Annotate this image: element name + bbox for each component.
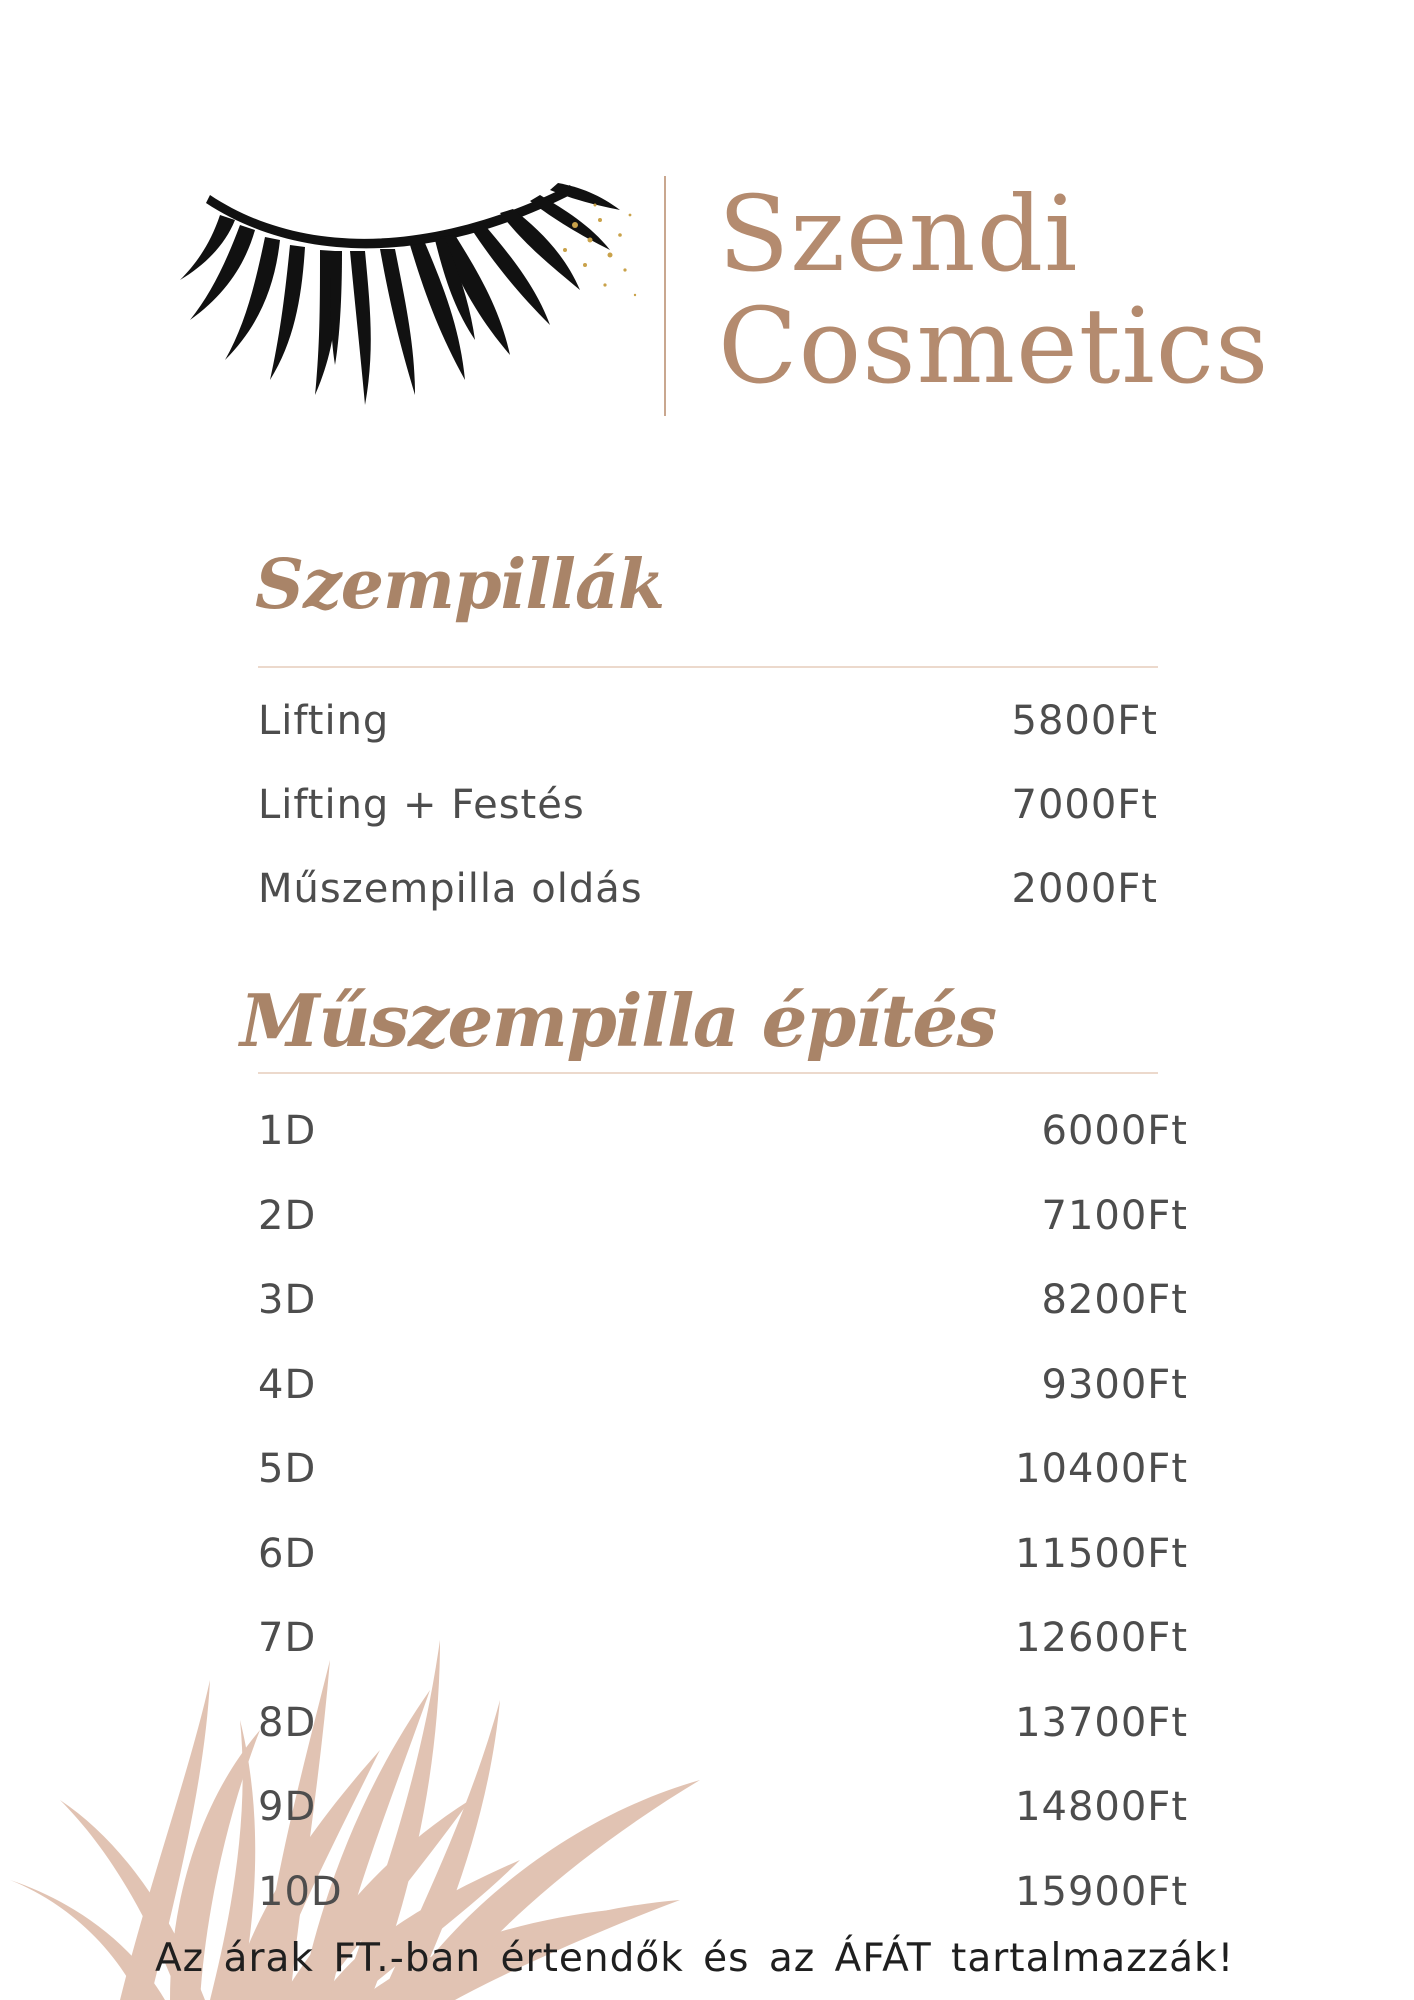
service-price: 9300Ft xyxy=(1041,1361,1188,1408)
service-name: 9D xyxy=(258,1784,317,1830)
price-row xyxy=(258,1187,1188,1272)
service-name: 7D xyxy=(258,1615,317,1661)
logo-divider xyxy=(664,176,666,416)
price-row xyxy=(258,1356,1188,1441)
service-price: 15900Ft xyxy=(1015,1868,1188,1915)
brand-line-2: Cosmetics xyxy=(718,285,1270,407)
service-price: 13700Ft xyxy=(1015,1699,1188,1746)
service-name: 2D xyxy=(258,1192,317,1239)
service-price: 11500Ft xyxy=(1015,1530,1188,1577)
price-row xyxy=(258,1778,1188,1863)
price-list-extensions xyxy=(258,1102,1188,1947)
footer-note: Az árak FT.-ban értendők és az ÁFÁT tartalmazzák! xyxy=(155,1936,1235,1981)
price-row xyxy=(258,1271,1188,1356)
price-row xyxy=(258,1525,1188,1610)
price-row xyxy=(258,1440,1188,1525)
price-row xyxy=(258,782,1158,866)
brand-line-1: Szendi xyxy=(718,173,1079,295)
service-price: 7100Ft xyxy=(1041,1192,1188,1239)
service-price: 12600Ft xyxy=(1015,1615,1188,1661)
price-row xyxy=(258,866,1158,950)
section-title-eyelashes: Szempillák xyxy=(255,545,665,625)
price-row xyxy=(258,1863,1188,1948)
service-name: 8D xyxy=(258,1699,317,1746)
service-price: 5800Ft xyxy=(1011,698,1158,744)
eyelash-icon xyxy=(180,165,640,415)
service-name: 3D xyxy=(258,1277,317,1323)
service-price: 14800Ft xyxy=(1015,1784,1188,1830)
section-divider xyxy=(258,1072,1158,1074)
section-divider xyxy=(258,666,1158,668)
service-name: 5D xyxy=(258,1446,317,1492)
service-price: 2000Ft xyxy=(1011,866,1158,912)
service-name: Műszempilla oldás xyxy=(258,866,643,912)
service-price: 10400Ft xyxy=(1015,1446,1188,1492)
service-name: 10D xyxy=(258,1868,343,1915)
price-row xyxy=(258,698,1158,782)
service-name: 1D xyxy=(258,1108,317,1154)
section-title-extensions: Műszempilla építés xyxy=(240,978,996,1063)
service-price: 7000Ft xyxy=(1011,782,1158,828)
price-row xyxy=(258,1694,1188,1779)
service-name: 6D xyxy=(258,1530,317,1577)
service-name: 4D xyxy=(258,1361,317,1408)
price-row xyxy=(258,1609,1188,1694)
price-row xyxy=(258,1102,1188,1187)
service-price: 8200Ft xyxy=(1041,1277,1188,1323)
service-name: Lifting + Festés xyxy=(258,782,585,828)
service-price: 6000Ft xyxy=(1041,1108,1188,1154)
service-name: Lifting xyxy=(258,698,390,744)
price-list-eyelashes xyxy=(258,698,1158,950)
brand-name xyxy=(718,173,1318,407)
